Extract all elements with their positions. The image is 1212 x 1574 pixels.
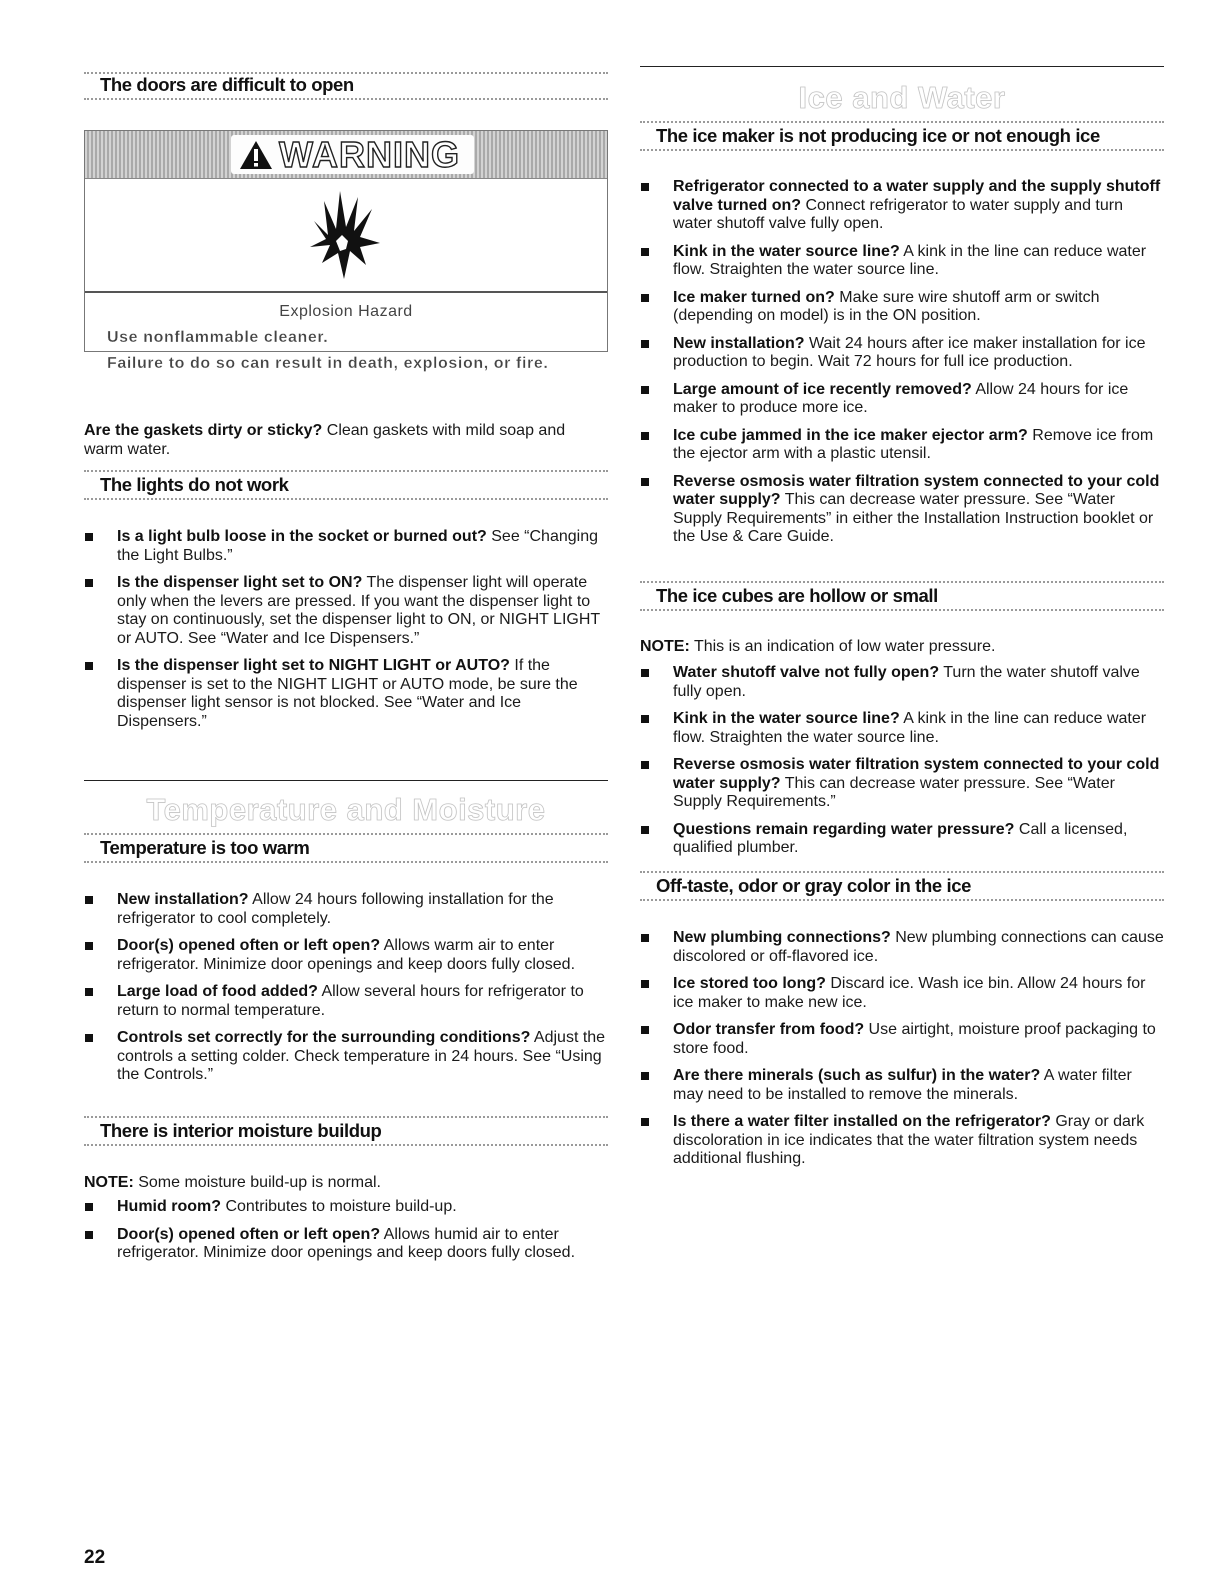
- item-answer: Remove ice from the ejector arm with a plastic utensil.: [673, 426, 1154, 462]
- list-item: [640, 427, 1164, 464]
- note-text: This is an indication of low water pressure.: [689, 638, 996, 655]
- warning-header: [85, 131, 607, 179]
- item-question: Is the dispenser light set to ON?: [117, 574, 363, 591]
- list-item: [84, 574, 608, 648]
- warning-box: [84, 130, 608, 372]
- item-question: Odor transfer from food?: [673, 1021, 865, 1038]
- item-question: New plumbing connections?: [673, 929, 891, 946]
- heading-rule: [84, 498, 608, 500]
- item-question: Water shutoff valve not fully open?: [673, 664, 940, 681]
- item-answer: Turn the water shutoff valve fully open.: [673, 664, 1140, 700]
- ice-section-title: Ice and Water: [798, 80, 1006, 115]
- hollow-list: [640, 664, 1164, 867]
- item-answer: Allows warm air to enter refrigerator. Minimize door openings and keep doors fully closed.: [117, 937, 576, 973]
- item-answer: Adjust the controls a setting colder. Check temperature in 24 hours. See “Using the Controls.”: [117, 1029, 606, 1083]
- gaskets-answer: Clean gaskets with mild soap and warm water.: [84, 422, 566, 458]
- list-item: [84, 528, 608, 565]
- item-answer: A kink in the line can reduce water flow. Straighten the water source line.: [673, 710, 1147, 746]
- item-answer: Use airtight, moisture proof packaging to store food.: [673, 1021, 1156, 1057]
- list-item: [84, 657, 608, 731]
- list-item: [84, 891, 608, 928]
- list-item: [640, 381, 1164, 418]
- item-question: Controls set correctly for the surrounding conditions?: [117, 1029, 531, 1046]
- not-producing-heading-block: [640, 121, 1164, 151]
- not-producing-list: [640, 178, 1164, 556]
- hollow-note: [640, 638, 1164, 657]
- item-answer: Wait 24 hours after ice maker installation for ice production to begin. Wait 72 hours for full ice production.: [673, 334, 1146, 370]
- moisture-note: [84, 1174, 608, 1193]
- heading-rule: [84, 98, 608, 100]
- heading-rule: [640, 899, 1164, 901]
- warning-line-2: Failure to do so can result in death, explosion, or fire.: [107, 355, 549, 372]
- note-label: NOTE:: [84, 1174, 134, 1191]
- item-answer: Call a licensed, qualified plumber.: [673, 820, 1128, 856]
- list-item: [640, 821, 1164, 858]
- warning-text: [85, 293, 607, 387]
- page-number: 22: [84, 1547, 106, 1568]
- list-item: [640, 178, 1164, 234]
- item-question: Door(s) opened often or left open?: [117, 1225, 381, 1243]
- item-question: Is a light bulb loose in the socket or burned out?: [117, 528, 487, 545]
- warning-line-1: Use nonflammable cleaner.: [107, 329, 329, 346]
- item-answer: A water filter may need to be installed to remove the minerals.: [673, 1067, 1132, 1103]
- heading-rule: [84, 1144, 608, 1146]
- list-item: [640, 473, 1164, 547]
- heading-rule: [640, 609, 1164, 611]
- not-producing-heading: The ice maker is not producing ice or not enough ice: [656, 125, 1100, 146]
- warm-heading-block: [84, 833, 608, 863]
- section-rule: [84, 780, 608, 781]
- note-text: Some moisture build-up is normal.: [133, 1174, 381, 1191]
- list-item: [640, 335, 1164, 372]
- list-item: [640, 1113, 1164, 1169]
- explosion-icon: [310, 191, 382, 281]
- moisture-heading-block: [84, 1116, 608, 1146]
- list-item: [640, 1021, 1164, 1058]
- item-question: Kink in the water source line?: [673, 242, 900, 260]
- item-answer: The dispenser light will operate only when the levers are pressed. If you want the dispenser light to stay on continuously, set the dispenser light to ON, or NIGHT LIGHT or AUTO. See “Water and Ice Dispensers.”: [117, 574, 600, 647]
- item-answer: Allow 24 hours following installation for the refrigerator to cool completely.: [117, 891, 554, 927]
- hollow-heading: The ice cubes are hollow or small: [656, 585, 938, 606]
- item-question: Humid room?: [117, 1198, 221, 1215]
- list-item: [84, 1029, 608, 1085]
- list-item: [84, 1226, 608, 1263]
- item-answer: Allow several hours for refrigerator to return to normal temperature.: [117, 983, 584, 1019]
- heading-rule: [84, 861, 608, 863]
- item-question: Large amount of ice recently removed?: [673, 380, 972, 398]
- item-question: Refrigerator connected to a water supply and the supply shutoff valve turned on?: [673, 178, 1161, 214]
- explosion-icon-area: [85, 179, 607, 293]
- list-item: [640, 243, 1164, 280]
- offtaste-list: [640, 929, 1164, 1178]
- item-answer: Make sure wire shutoff arm or switch (depending on model) is in the ON position.: [673, 288, 1100, 324]
- item-answer: A kink in the line can reduce water flow. Straighten the water source line.: [673, 242, 1147, 278]
- list-item: [640, 756, 1164, 812]
- item-answer: Discard ice. Wash ice bin. Allow 24 hours for ice maker to make new ice.: [673, 975, 1146, 1011]
- temp-section-title: Temperature and Moisture: [146, 792, 546, 827]
- item-question: New installation?: [117, 891, 249, 908]
- moisture-heading: There is interior moisture buildup: [100, 1120, 382, 1141]
- list-item: [640, 289, 1164, 326]
- warning-label: [231, 135, 474, 174]
- list-item: [84, 937, 608, 974]
- item-answer: Connect refrigerator to water supply and turn water shutoff valve fully open.: [673, 196, 1123, 232]
- lights-heading: The lights do not work: [100, 474, 289, 495]
- lights-heading-block: [84, 470, 608, 500]
- note-label: NOTE:: [640, 638, 690, 655]
- warm-heading: Temperature is too warm: [100, 837, 310, 858]
- list-item: [640, 664, 1164, 701]
- item-question: Door(s) opened often or left open?: [117, 937, 381, 954]
- item-answer: If the dispenser is set to the NIGHT LIGHT or AUTO mode, be sure the dispenser light sensor is not blocked. See “Water and Ice Dispensers.”: [117, 657, 578, 730]
- offtaste-heading: Off-taste, odor or gray color in the ice: [656, 875, 971, 896]
- list-item: [640, 1067, 1164, 1104]
- hollow-heading-block: [640, 581, 1164, 611]
- item-question: New installation?: [673, 334, 805, 352]
- item-question: Ice stored too long?: [673, 975, 826, 992]
- item-question: Is there a water filter installed on the refrigerator?: [673, 1113, 1051, 1130]
- gaskets-question: Are the gaskets dirty or sticky?: [84, 422, 323, 439]
- list-item: [640, 929, 1164, 966]
- item-answer: Allow 24 hours for ice maker to produce more ice.: [673, 380, 1129, 416]
- list-item: [640, 710, 1164, 747]
- doors-heading: The doors are difficult to open: [100, 74, 354, 95]
- item-answer: Contributes to moisture build-up.: [221, 1198, 457, 1215]
- item-question: Ice maker turned on?: [673, 288, 835, 306]
- item-answer: Gray or dark discoloration in ice indicates that the water filtration system needs additional flushing.: [673, 1113, 1145, 1167]
- item-answer: This can decrease water pressure. See “Water Supply Requirements.”: [673, 774, 1115, 810]
- item-question: Reverse osmosis water filtration system connected to your cold water supply?: [673, 756, 1160, 792]
- warning-hazard: Explosion Hazard: [279, 303, 413, 320]
- item-answer: Allows humid air to enter refrigerator. Minimize door openings and keep doors fully closed.: [117, 1225, 576, 1261]
- item-question: Are there minerals (such as sulfur) in the water?: [673, 1067, 1041, 1084]
- list-item: [640, 975, 1164, 1012]
- warning-word: WARNING: [279, 133, 460, 175]
- list-item: [84, 1198, 608, 1217]
- item-question: Reverse osmosis water filtration system connected to your cold water supply?: [673, 472, 1160, 508]
- gaskets-paragraph: [84, 422, 608, 459]
- item-answer: New plumbing connections can cause discolored or off-flavored ice.: [673, 929, 1164, 965]
- item-answer: This can decrease water pressure. See “Water Supply Requirements” in either the Installation Instruction booklet or the Use & Care Guide.: [673, 491, 1154, 545]
- lights-list: [84, 528, 608, 740]
- item-question: Kink in the water source line?: [673, 710, 900, 727]
- item-question: Ice cube jammed in the ice maker ejector arm?: [673, 426, 1028, 444]
- item-answer: See “Changing the Light Bulbs.”: [117, 528, 598, 564]
- list-item: [84, 983, 608, 1020]
- doors-heading-block: [84, 72, 608, 100]
- moisture-list: [84, 1198, 608, 1272]
- item-question: Large load of food added?: [117, 983, 318, 1000]
- section-rule: [640, 66, 1164, 67]
- warm-list: [84, 891, 608, 1094]
- item-question: Is the dispenser light set to NIGHT LIGHT or AUTO?: [117, 657, 510, 674]
- item-question: Questions remain regarding water pressure?: [673, 820, 1015, 838]
- offtaste-heading-block: [640, 871, 1164, 901]
- warning-triangle-icon: [239, 140, 273, 170]
- heading-rule: [640, 149, 1164, 151]
